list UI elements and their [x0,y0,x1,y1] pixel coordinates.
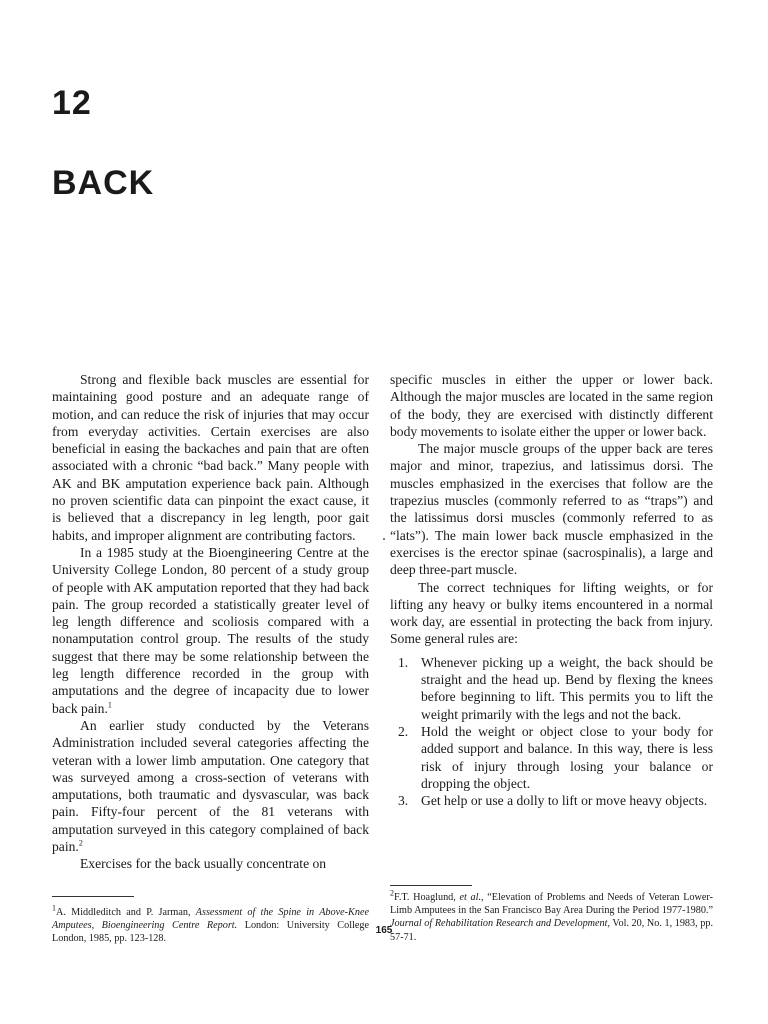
footnote-journal: Journal of Rehabilitation Research and Development, [390,918,611,930]
footnote-ref-1: 1 [107,700,112,710]
list-item [390,723,713,792]
list-item-number: 3. [398,793,409,809]
paragraph-london-study [52,544,369,717]
paragraph-va-study [52,717,369,855]
chapter-title: BACK [52,164,155,202]
left-column [52,371,369,873]
footnote-divider-left [52,896,134,897]
footnote-details: London: University College London, 1985, pp. 123-128. [52,920,369,945]
footnote-authors: F.T. Hoaglund, [394,892,460,903]
footnote-marker: 1 [52,903,56,913]
list-item [390,792,713,809]
list-item-number: 2. [398,723,409,739]
speck-mark [383,538,385,540]
footnote-title: , “Elevation of Problems and Needs of Veteran Lower-Limb Amputees in the San Francisco Bay Area During the Period 1977-1980.” [390,892,713,917]
lifting-rules-list [390,654,713,810]
footnote-marker: 2 [390,888,394,898]
paragraph-muscle-groups: The major muscle groups of the upper back are teres major and minor, trapezius, and latissimus dorsi. The muscles emphasized in the exercises that follow are the trapezius muscles (commonly referred to as “traps”) and the latissimus dorsi muscles (commonly referred to as “lats”). The main lower back muscle emphasized in the exercises is the erector spinae (sacrospinalis), a large and deep three-part muscle. [390,441,713,578]
paragraph-continued: specific muscles in either the upper or lower back. Although the major muscles are located in the same region of the body, they are exercised with distinctly different body movements to isolate either the upper or lower back. [390,372,713,439]
footnote-ref-2: 2 [78,838,83,848]
list-item-text: Get help or use a dolly to lift or move heavy objects. [421,793,708,809]
page-number: 165 [375,925,393,936]
footnote-title: Assessment of the Spine in Above-Knee Amputees, Bioengineering Centre Report. [52,907,369,932]
footnote-divider-right [390,885,472,886]
footnote-authors: A. Middleditch and P. Jarman, [56,907,196,918]
paragraph-intro: Strong and flexible back muscles are essential for maintaining good posture and an adequate range of motion, and can reduce the risk of injuries that may occur from everyday activities. Certain exercises are also beneficial in easing the backaches and pain that are often associated with a chronic “bad back.” Many people with AK and BK amputation experience back pain. Although no proven scientific data can pinpoint the exact cause, it is believed that a discrepancy in leg length, poor gait habits, and improper alignment are contributing factors. [52,372,369,543]
chapter-number: 12 [52,84,92,122]
footnote-etal: et al. [459,892,482,903]
footnote-details: Vol. 20, No. 1, 1983, pp. 57-71. [390,918,713,943]
paragraph-text: In a 1985 study at the Bioengineering Centre at the University College London, 80 percent of a study group of people with AK amputation reported that they had back pain. The group recorded a statistically greater level of leg length difference and scoliosis compared with a nonamputation control group. The results of the study suggest that there may be some relationship between the leg length difference recorded in the group with amputations and the degree of incapacity due to lower back pain. [52,544,369,716]
list-item-text: Hold the weight or object close to your body for added support and balance. In this way, there is less risk of injury through losing your balance or dropping the object. [421,723,713,791]
paragraph-exercises: Exercises for the back usually concentrate on [80,856,327,872]
paragraph-text: An earlier study conducted by the Veterans Administration included several categories affecting the veteran with a lower limb amputation. One category that was surveyed among a cross-section of veterans with amputations, both traumatic and dysvascular, was back pain. Fifty-four percent of the 81 veterans with amputation surveyed in this category complained of back pain. [52,717,369,855]
list-item-number: 1. [398,654,409,670]
right-column [390,371,713,809]
paragraph-lifting: The correct techniques for lifting weights, or for lifting any heavy or bulky items encountered in a normal work day, are essential in protecting the back from injury. Some general rules are: [390,579,713,647]
list-item-text: Whenever picking up a weight, the back should be straight and the head up. Bend by flexing the knees before beginning to lift. This permits you to lift the weight primarily with the legs and not the back. [421,654,713,722]
list-item [390,654,713,723]
